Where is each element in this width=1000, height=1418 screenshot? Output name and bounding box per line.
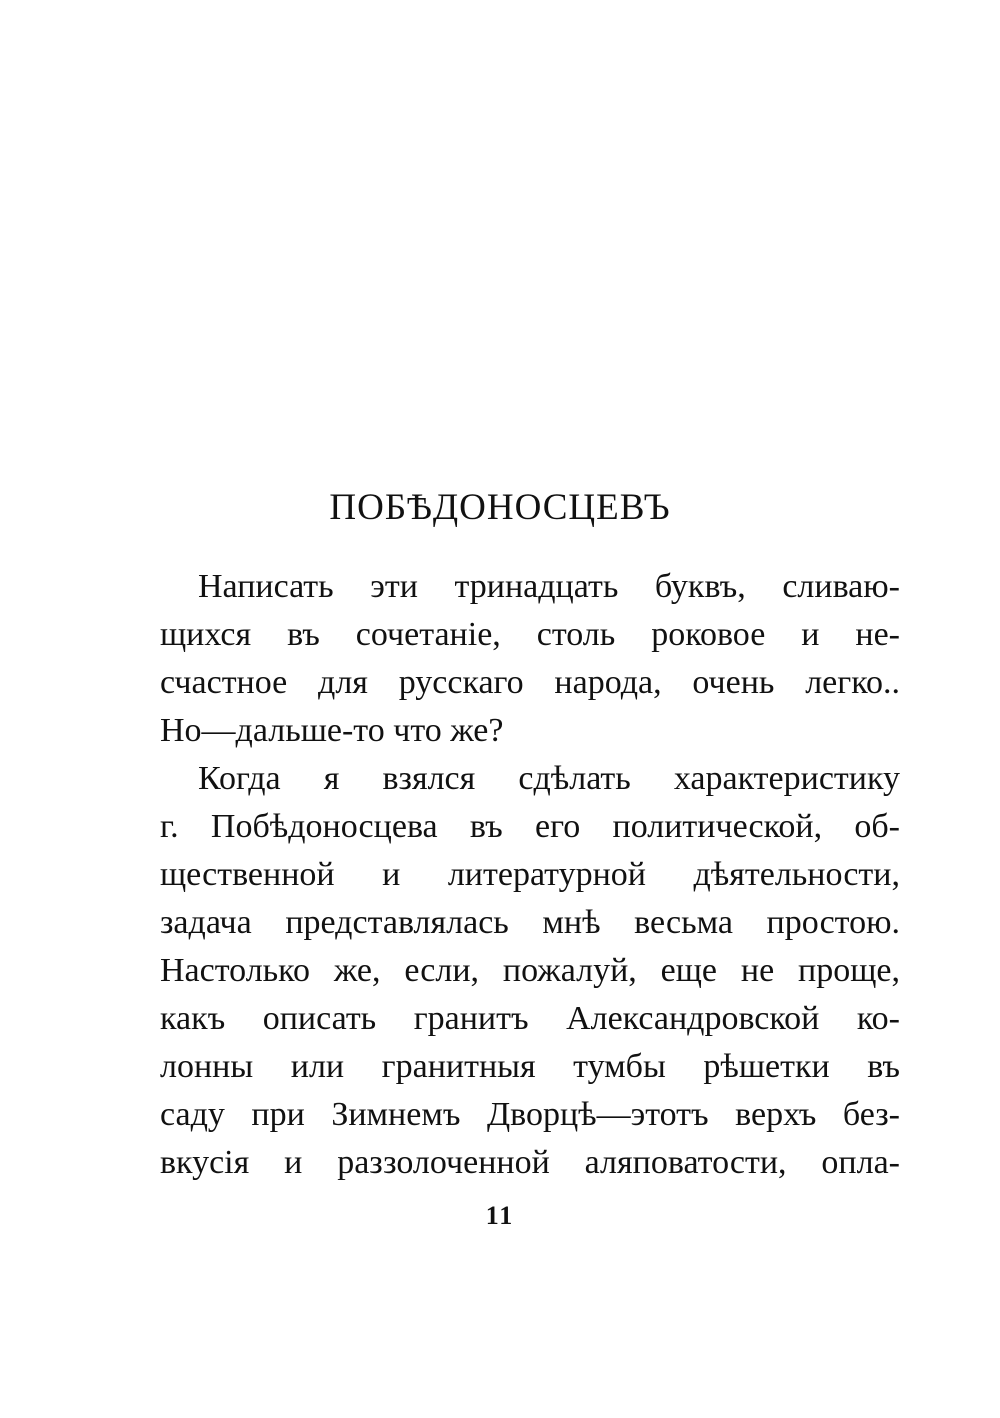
- chapter-title: ПОБѢДОНОСЦЕВЪ: [329, 487, 671, 528]
- text-line: какъ описать гранитъ Александровской ко-: [160, 1000, 900, 1037]
- text-line: Но—дальше-то что же?: [160, 712, 504, 749]
- text-line: задача представлялась мнѣ весьма простою.: [160, 904, 900, 941]
- text-line: щественной и литературной дѣятельности,: [160, 856, 900, 893]
- text-line: счастное для русскаго народа, очень легко..: [160, 664, 900, 701]
- page-number: 11: [485, 1201, 515, 1230]
- text-line: Настолько же, если, пожалуй, еще не проще,: [160, 952, 900, 989]
- text-line: лонны или гранитныя тумбы рѣшетки въ: [160, 1048, 900, 1085]
- text-line: Когда я взялся сдѣлать характеристику: [198, 760, 900, 797]
- text-line: Написать эти тринадцать буквъ, сливаю-: [198, 568, 900, 605]
- text-line: вкусія и раззолоченной аляповатости, опла-: [160, 1144, 900, 1181]
- text-line: саду при Зимнемъ Дворцѣ—этотъ верхъ без-: [160, 1096, 900, 1133]
- text-line: г. Побѣдоносцева въ его политической, об-: [160, 808, 900, 845]
- body-text: [160, 563, 900, 1187]
- text-line: щихся въ сочетаніе, столь роковое и не-: [160, 616, 900, 653]
